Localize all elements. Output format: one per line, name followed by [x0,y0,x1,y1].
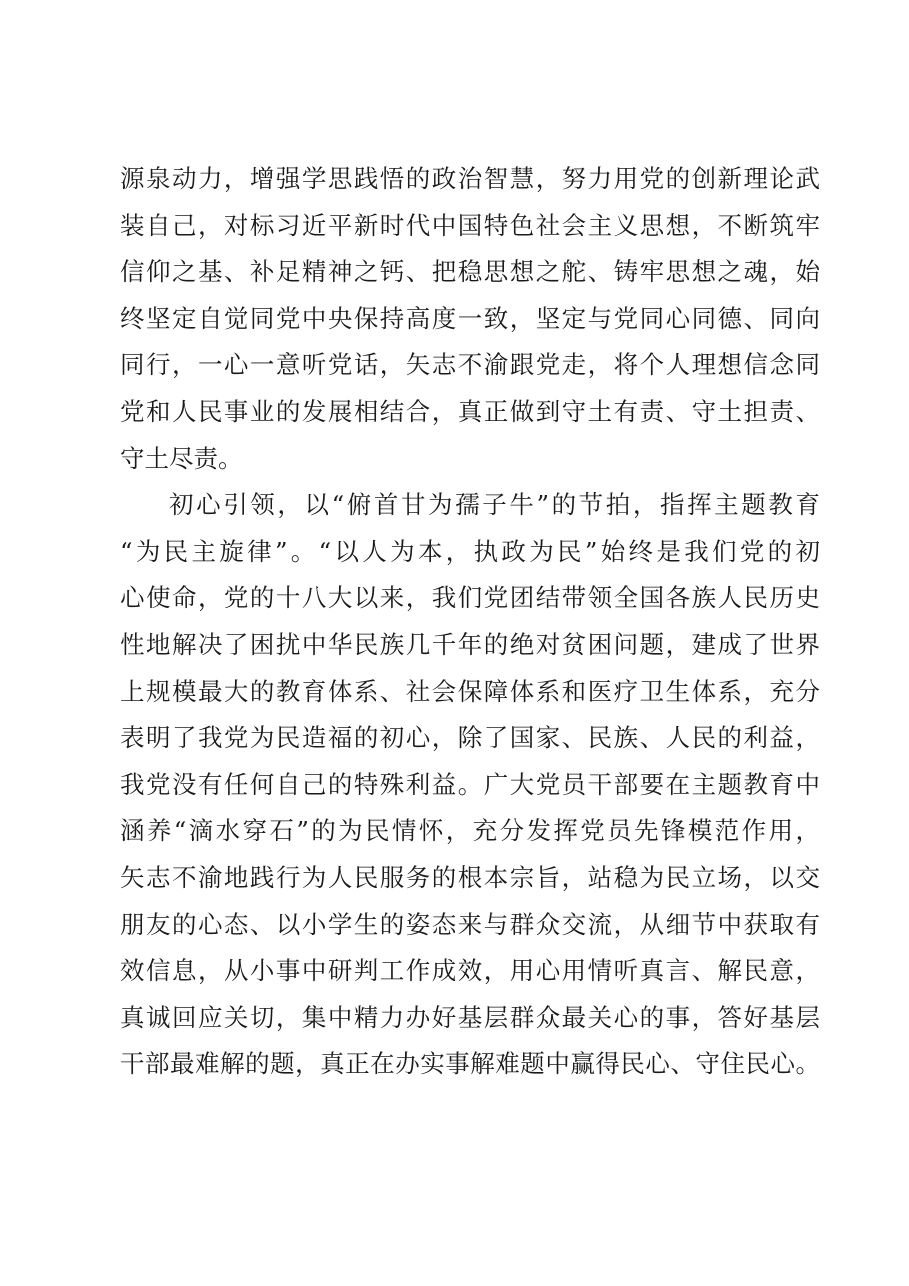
paragraph-line: 效信息，从小事中研判工作成效，用心用情听真言、解民意， [120,956,820,986]
paragraph-line: 上规模最大的教育体系、社会保障体系和医疗卫生体系，充分 [120,676,820,706]
paragraph-line: 涵养“滴水穿石”的为民情怀，充分发挥党员先锋模范作用， [120,816,820,846]
paragraph-line: 干部最难解的题，真正在办实事解难题中赢得民心、守住民心。 [120,1049,820,1079]
paragraph-line: 真诚回应关切，集中精力办好基层群众最关心的事，答好基层 [120,1002,820,1032]
paragraph-line: 终坚定自觉同党中央保持高度一致，坚定与党同心同德、同向 [120,303,820,333]
paragraph-line: 朋友的心态、以小学生的姿态来与群众交流，从细节中获取有 [120,909,820,939]
paragraph-line: 同行，一心一意听党话，矢志不渝跟党走，将个人理想信念同 [120,350,820,380]
paragraph-line: 表明了我党为民造福的初心，除了国家、民族、人民的利益， [120,723,820,753]
paragraph-line: 党和人民事业的发展相结合，真正做到守土有责、守土担责、 [120,396,820,426]
paragraph-first-line: 初心引领，以“俯首甘为孺子牛”的节拍，指挥主题教育 [169,490,820,520]
paragraph-line: 装自己，对标习近平新时代中国特色社会主义思想，不断筑牢 [120,210,820,240]
paragraph-line: 矢志不渝地践行为人民服务的根本宗旨，站稳为民立场，以交 [120,862,820,892]
document-body [120,156,820,1088]
paragraph-line: 信仰之基、补足精神之钙、把稳思想之舵、铸牢思想之魂，始 [120,257,820,287]
paragraph-line: “为民主旋律”。“以人为本，执政为民”始终是我们党的初 [120,536,820,566]
paragraph-2 [120,482,820,1088]
paragraph-line: 我党没有任何自己的特殊利益。广大党员干部要在主题教育中 [120,769,820,799]
paragraph-line: 心使命，党的十八大以来，我们党团结带领全国各族人民历史 [120,583,820,613]
paragraph-line: 源泉动力，增强学思践悟的政治智慧，努力用党的创新理论武 [120,164,820,193]
paragraph-line: 性地解决了困扰中华民族几千年的绝对贫困问题，建成了世界 [120,629,820,659]
paragraph-1 [120,156,820,482]
paragraph-line: 守土尽责。 [120,443,243,473]
